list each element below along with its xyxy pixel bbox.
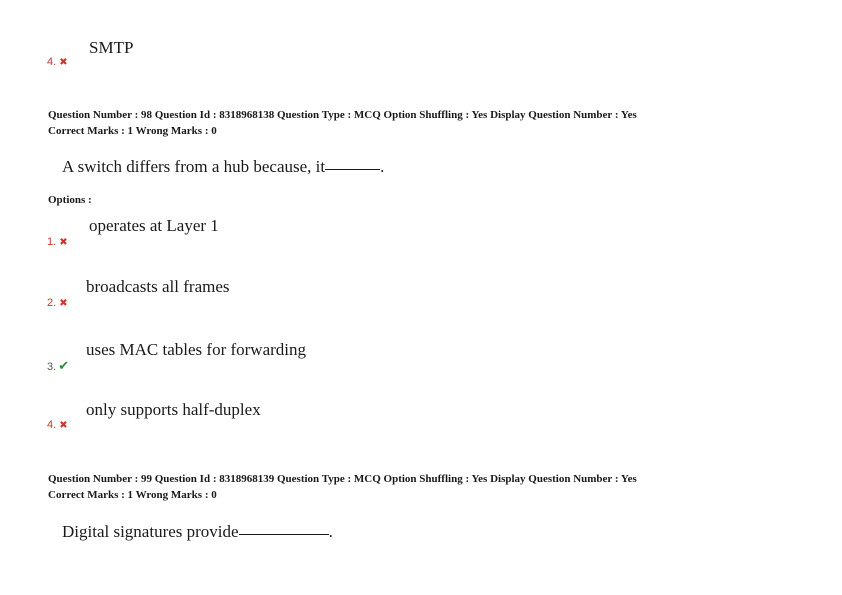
prev-option-4-text: SMTP	[89, 38, 134, 57]
cross-icon: ✖	[59, 237, 68, 248]
option-3-number	[47, 359, 69, 374]
option-number-label: 3.	[47, 361, 57, 373]
question-98-meta-line1: Question Number : 98 Question Id : 8318968138 Question Type : MCQ Option Shuffling : Yes Display Question Number : Yes	[48, 109, 637, 121]
option-2-text: broadcasts all frames	[86, 277, 230, 296]
prev-option-4-number	[47, 56, 68, 68]
option-number-label: 1.	[47, 236, 57, 248]
option-number-label: 4.	[47, 56, 57, 68]
question-99-text	[62, 522, 333, 542]
question-99-meta-line1: Question Number : 99 Question Id : 8318968139 Question Type : MCQ Option Shuffling : Yes Display Question Number : Yes	[48, 473, 637, 485]
cross-icon: ✖	[59, 298, 68, 309]
option-4-number	[47, 419, 68, 431]
option-2-number	[47, 297, 68, 309]
question-98-meta	[48, 107, 637, 139]
question-99-end: .	[328, 522, 333, 541]
question-99-meta-line2: Correct Marks : 1 Wrong Marks : 0	[48, 489, 217, 501]
question-98-stem: A switch differs from a hub because, it	[62, 157, 326, 176]
cross-icon: ✖	[59, 420, 68, 431]
option-4-text: only supports half-duplex	[86, 400, 261, 419]
question-98-end: .	[380, 157, 385, 176]
question-99-meta	[48, 471, 637, 503]
question-99-stem: Digital signatures provide	[62, 522, 239, 541]
option-3-text: uses MAC tables for forwarding	[86, 340, 307, 359]
options-label: Options :	[48, 194, 92, 206]
answer-blank	[325, 168, 380, 170]
check-icon: ✔	[58, 359, 70, 374]
option-number-label: 2.	[47, 297, 57, 309]
answer-blank	[239, 533, 329, 535]
option-1-text: operates at Layer 1	[89, 216, 219, 235]
cross-icon: ✖	[59, 57, 68, 68]
question-98-meta-line2: Correct Marks : 1 Wrong Marks : 0	[48, 125, 217, 137]
option-1-number	[47, 236, 68, 248]
question-98-text	[62, 157, 384, 177]
option-number-label: 4.	[47, 419, 57, 431]
